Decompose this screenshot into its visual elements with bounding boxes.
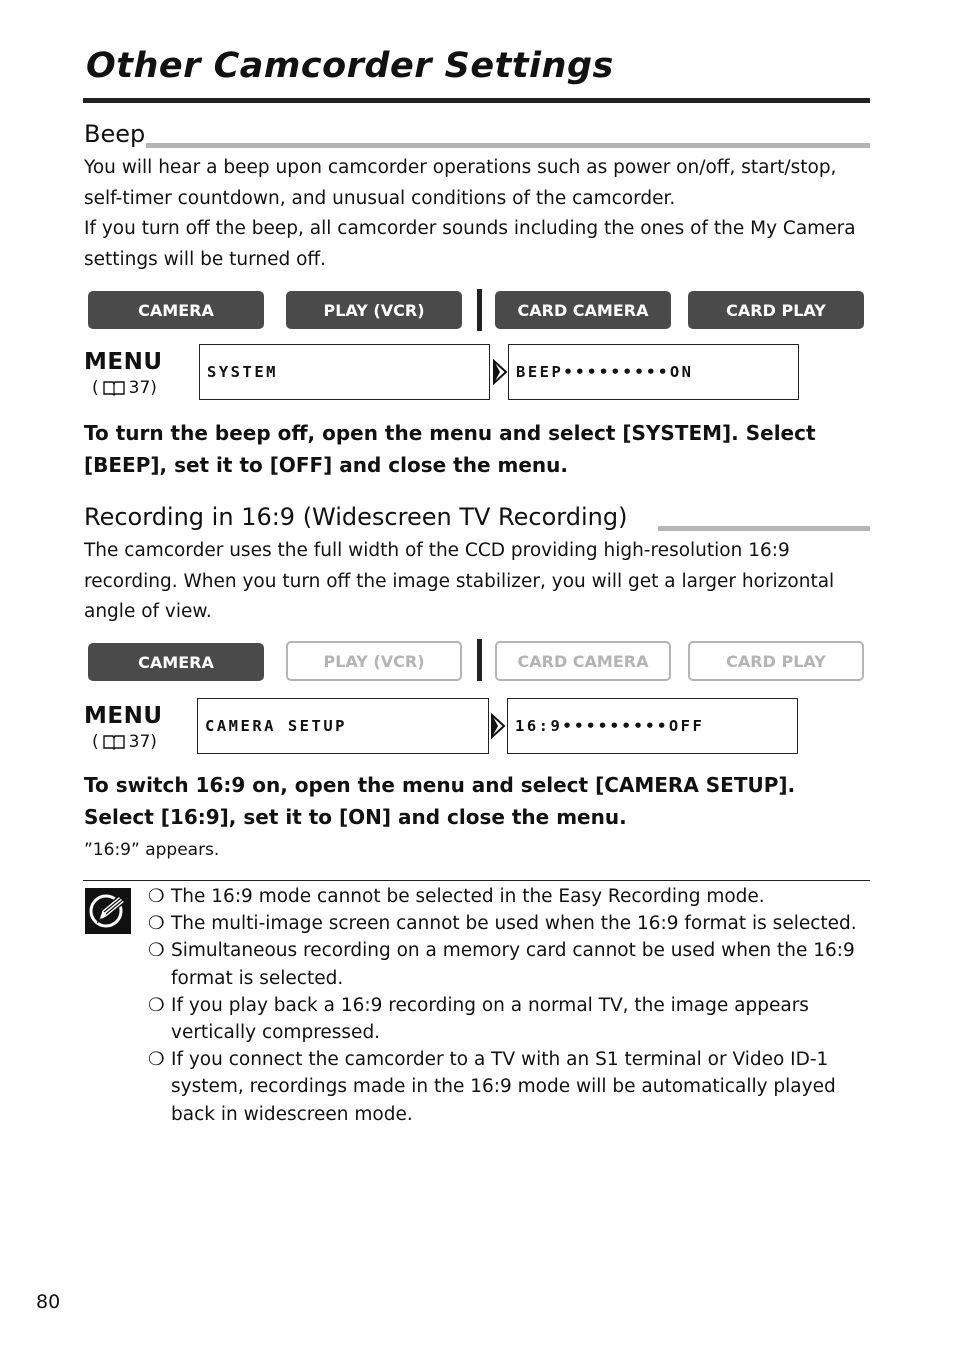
widescreen-body xyxy=(84,536,870,628)
page-title: Other Camcorder Settings xyxy=(86,46,614,86)
beep-menu-beep: BEEP•••••••••ON xyxy=(508,344,799,400)
note-text: The 16:9 mode cannot be selected in the Easy Recording mode. xyxy=(171,886,765,907)
beep-mode-separator xyxy=(477,289,482,331)
beep-mode-play-vcr: PLAY (VCR) xyxy=(286,291,462,329)
widescreen-mode-camera: CAMERA xyxy=(88,643,264,681)
widescreen-instruction: To switch 16:9 on, open the menu and select [CAMERA SETUP]. Select [16:9], set it to [ON] and close the menu. xyxy=(84,773,796,829)
note-text: If you play back a 16:9 recording on a normal TV, the image appears vertically compressed. xyxy=(171,994,809,1044)
widescreen-appears-note: ”16:9” appears. xyxy=(84,840,220,860)
widescreen-menu-ref-page: 37) xyxy=(128,732,157,752)
widescreen-mode-card-play: CARD PLAY xyxy=(688,641,864,681)
widescreen-paragraph: The camcorder uses the full width of the CCD providing high-resolution 16:9 recording. When you turn off the image stabilizer, you will get a larger horizontal angle of view. xyxy=(84,540,835,623)
widescreen-menu-label: MENU xyxy=(84,703,163,729)
bullet-icon: ❍ xyxy=(148,940,165,962)
notes-list xyxy=(148,883,870,1128)
arrow-right-icon xyxy=(492,359,508,385)
note-item xyxy=(148,883,870,910)
beep-heading-rule xyxy=(146,143,870,148)
beep-menu-ref-page: 37) xyxy=(128,378,157,398)
beep-instruction: To turn the beep off, open the menu and select [SYSTEM]. Select [BEEP], set it to [OFF] and close the menu. xyxy=(84,421,816,477)
beep-mode-camera: CAMERA xyxy=(88,291,264,329)
notes-rule xyxy=(83,880,870,881)
widescreen-heading-rule xyxy=(658,526,870,531)
widescreen-mode-separator xyxy=(477,639,482,681)
bullet-icon: ❍ xyxy=(148,886,165,907)
note-text: If you connect the camcorder to a TV with an S1 terminal or Video ID-1 system, recordings made in the 16:9 mode will be automatically played back in widescreen mode. xyxy=(171,1049,836,1125)
note-item xyxy=(148,910,870,937)
arrow-right-icon xyxy=(490,713,506,739)
page-number: 80 xyxy=(36,1291,61,1313)
note-item xyxy=(148,992,870,1046)
book-icon xyxy=(101,380,127,396)
note-text: Simultaneous recording on a memory card cannot be used when the 16:9 format is selected. xyxy=(171,940,855,989)
bullet-icon: ❍ xyxy=(148,994,165,1016)
widescreen-mode-play-vcr: PLAY (VCR) xyxy=(286,641,462,681)
note-item xyxy=(148,1046,870,1128)
pencil-note-icon xyxy=(85,888,131,934)
bullet-icon: ❍ xyxy=(148,1049,165,1071)
beep-menu-label: MENU xyxy=(84,349,163,375)
bullet-icon: ❍ xyxy=(148,913,165,935)
note-item xyxy=(148,937,870,991)
title-rule xyxy=(83,98,870,103)
beep-mode-card-play: CARD PLAY xyxy=(688,291,864,329)
beep-body xyxy=(84,153,870,276)
widescreen-mode-card-camera: CARD CAMERA xyxy=(495,641,671,681)
beep-menu-ref xyxy=(92,378,157,398)
beep-menu-ref-open: ( xyxy=(92,378,99,398)
widescreen-menu-ref-open: ( xyxy=(92,732,99,752)
beep-paragraph-1: You will hear a beep upon camcorder operations such as power on/off, start/stop, self-timer countdown, and unusual conditions of the camcorder. xyxy=(84,157,837,209)
note-text: The multi-image screen cannot be used when the 16:9 format is selected. xyxy=(171,913,857,935)
beep-heading: Beep xyxy=(84,120,146,148)
beep-mode-card-camera: CARD CAMERA xyxy=(495,291,671,329)
beep-paragraph-2: If you turn off the beep, all camcorder sounds including the ones of the My Camera settings will be turned off. xyxy=(84,218,856,271)
beep-menu-system: SYSTEM xyxy=(199,344,490,400)
widescreen-heading: Recording in 16:9 (Widescreen TV Recording) xyxy=(84,503,628,531)
book-icon xyxy=(101,734,127,750)
widescreen-menu-camera-setup: CAMERA SETUP xyxy=(197,698,489,754)
widescreen-menu-ref xyxy=(92,732,157,752)
widescreen-menu-16-9: 16:9•••••••••OFF xyxy=(507,698,798,754)
